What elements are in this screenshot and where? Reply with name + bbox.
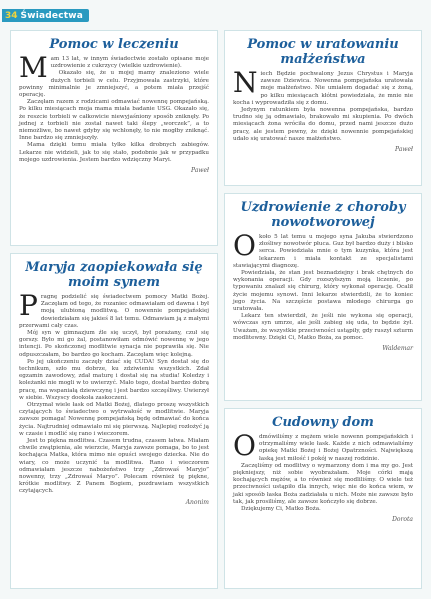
article-title: Cudowny dom [272,415,374,430]
article-title: Maryja zaopiekowała się moim synem [25,260,203,290]
article-uzdrowienie-z-choroby [224,193,422,401]
article-paragraph: Lekarz ten stwierdził, że jeśli nie wykona się operacji, wówczas syn umrze, ale jeśli zabieg się uda, to będzie żył. Uważam, że wszystkie przeciwności ustąpiły, gdy ruszył szturm modlitewny. Dzięki Ci, Matko Boża, za pomoc. [233,313,413,341]
article-paragraph: Po jej ukończeniu zaczęły dziać się CUDA! Syn dostał się do technikum, szło mu dobrze, ku zdziwieniu wszystkich. Zdał egzamin zawodowy, zdał maturę i dostał się na studia! Koledzy i koleżanki nie mogli w to uwierzyć. Mało tego, dostał bardzo dobrą pracę, ma wspaniałą dziewczynę i jest bardzo szczęśliwy. Uwierzył w siebie. Wszyscy dookoła zaskoczeni. [19,358,209,401]
article-paragraph: Jedynym ratunkiem była nowenna pompejańska, bardzo trudno się ją odmawiało, brakowało mi skupienia. Po dwóch miesiącach żona wróciła do domu, przed nami jeszcze dużo pracy, ale jestem pewny, że dzięki nowennie pompejańskiej udało się uratować nasze małżeństwo. [233,107,413,142]
article-paragraph: Zaczęliśmy od modlitwy o wymarzony dom i ma my go. Jest piękniejszy, niż sobie wyobrażałam. Moje córki mają kochających mężów, a to również się modliliśmy. O wiele też przeciwności ustąpiło dla innych, więc nie do końca wiem, w jaki sposób łaska Boża zadziałała u nich. Może nie zawsze było tak, jak prosiliśmy, ale zawsze kończyło się dobrze. [233,462,413,505]
article-cudowny-dom [224,408,422,589]
article-pomoc-w-uratowaniu-malzenstwa [224,30,422,186]
page-header [0,0,431,24]
article-paragraph: Odmówiliśmy z mężem wiele nowenn pompejańskich i otrzymaliśmy wiele łask. Każde z nich odmawialiśmy opiekę Matki Bożej i Bożej Opatrzności. Największą łaską jest miłość i pokój w naszej rodzinie. [233,429,413,462]
article-paragraph: Powiedziała, że stan jest beznadziejny i brak chętnych do wykonania operacji. Gdy rozszyłszym moją liczenie, po typowaniu znalazł się chirurg, który wykonał operację. Ocalił życie mojemu synowi. Inni lekarze stwierdzili, że to koniec jego życia. Na szczęście postawa młodego chirurga go uratowała. [233,270,413,313]
article-paragraph: Mama dzięki temu miała tylko kilka drobnych zabiegów. Lekarze nie widzieli, jak to się stało, podobnie jak w przypadku mojego uzdrowienia. Jestem bardzo wdzięczny Maryi. [19,142,209,163]
article-title: Pomoc w uratowaniu małżeństwa [247,37,399,67]
article-paragraph: Pragnę podzielić się świadectwem pomocy Matki Bożej. Zaczęłam od tego, że rozaniec odmawiałam od dawna i był moją ulubioną modlitwą. O nowennie pompejańskiej dowiedziałam się jakieś 8 lat temu. Odmawiam ją z małymi przerwami cały czas. [19,289,209,329]
drop-cap: M [19,51,48,84]
section-name: Świadectwa [20,10,84,21]
article-paragraph: Mój syn w gimnazjum źle się uczył, był porażany, czuł się gorszy. Było mi go żal, postanowiłam odmówić nowennę w jego intencji. Po skończonej modlitwie synacja nie poprawiła się. Nie odpuszczałam, bo bardzo go kocham. Zaczęłam więc kolejną. [19,330,209,358]
article-maryja-zaopiekowala-sie [10,253,218,589]
drop-cap: O [233,429,256,462]
article-paragraph: Okazało się, że u mojej mamy znaleziono wiele dużych torbieli w celu. Przyjmowała zastrzyki, które powinny minimalnie je zmniejszyć, a potem miała przejść operację. [19,70,209,99]
article-paragraph: Mam 13 lat, w innym świadectwie zostało opisane moje uzdrowienie z cukrzycy (wielkie uzdrowienie). [19,51,209,84]
article-signature: Dorota [392,516,413,524]
article-title: Pomoc w leczeniu [49,37,179,52]
drop-cap: O [233,229,256,262]
article-paragraph: Niech Będzie pochwalony Jezus Chrystus i Maryja zawsze Dziewica. Nowenna pompejańska uratowała moje małżeństwo. Nie umiałem dogadać się z żoną, po kilku miesiącach kłótni powiedziała, że mnie nie kocha i wyprowadziła się z domu. [233,66,413,106]
article-paragraph: Około 5 lat temu u mojego syna Jakuba stwierdzono złośliwy nowotwór płuca. Guz był bardzo duży i blisko serca. Powiedziała mnie o tym kuzynka, która jest lekarzem i miała kontakt ze specjalistami stawiającymi diagnozę. [233,229,413,269]
article-paragraph: Jest to piękna modlitwa. Czasem trudna, czasem łatwa. Miałam chwile zwątpienia, ale wierzcie, Maryja zawsze pomaga, bo to jest kochająca Matka, która mimo nie opuści swojego dziecka. Nie do wiary, co może uczynić ta modlitwa. Rano i wieczorem odmawiałam jeszcze nabożeństwo trzy „Zdrowaś Maryjo” nowenny, trzy „Zdrowaś Maryo”. Polecam również tę piękne, krótkie modlitwy. Z Panem Bogiem, pozdrawiam wszystkich czytających. [19,438,209,495]
article-paragraph: Zaczęłam razem z rodzicami odmawiać nowennę pompejańską. Po kilku miesiącach moja mama miała badanie USG. Okazało się, że reszcie torbieli w całkowicie niewyjaśniony sposób zniknęły. Po jednej z torbieli nie został nawet taki ślepy „worczek”, a to niemożliwe, bo nawet gdyby się wchłonęły, to nie mogłby zniknąć. Inne bardzo się zmniejszyły. [19,99,209,142]
article-signature: Anonim [185,498,209,506]
article-signature: Paweł [191,167,209,175]
article-paragraph: Otrzymał wiele łask od Matki Bożej, dlatego proszę wszystkich czytających to świadectwo o wytrwałość w modlitwie. Maryja zawsze pomaga! Nowennę pompejańską będę odmawiać do końca życia. Najtrudniej odmawiało mi się pierwszą. Najlepiej rozłożyć ją w czasie i modlić się rano i wieczorem. [19,402,209,437]
article-title: Uzdrowienie z choroby nowotworowej [240,200,406,230]
page-number: 34 [5,10,18,21]
section-tab [2,9,89,22]
drop-cap: N [233,66,258,99]
article-paragraph: Dziękujemy Ci, Matko Boża. [241,506,321,513]
drop-cap: P [19,289,38,322]
article-pomoc-w-leczeniu [10,30,218,246]
article-signature: Paweł [395,146,413,154]
article-signature: Waldemar [382,345,413,353]
